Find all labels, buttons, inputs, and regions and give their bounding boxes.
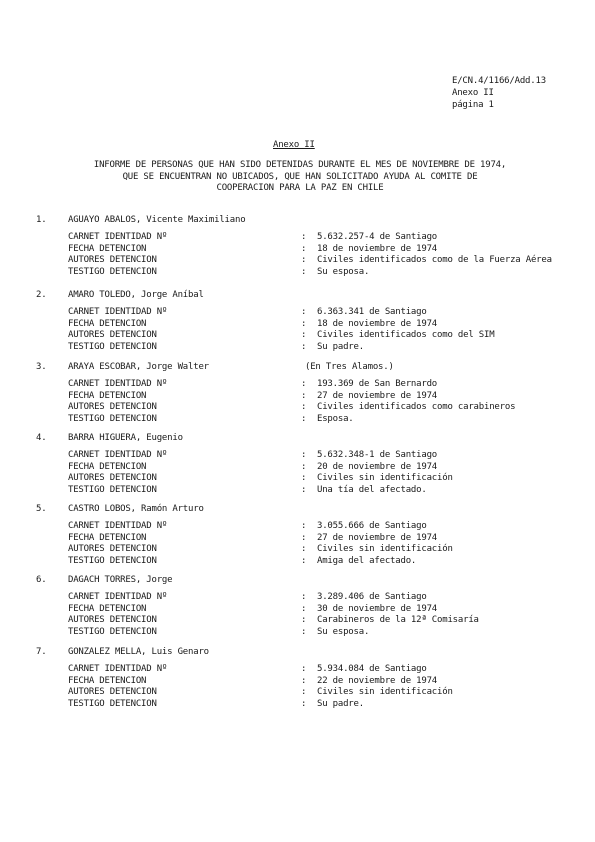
carnet-row [36,521,576,533]
carnet-row [36,664,576,676]
carnet-value: 6.363.341 de Santiago [317,307,427,317]
testigo-label: TESTIGO DETENCION [68,698,157,709]
autores-label: AUTORES DETENCION [68,473,157,483]
detainee-header [36,503,576,515]
carnet-row [36,232,576,244]
detainee-header [36,432,576,444]
autores-row [36,473,576,485]
testigo-value: Una tía del afectado. [317,484,427,495]
carnet-value: 5.632.348-1 de Santiago [317,450,438,460]
colon-separator: : [301,521,307,531]
autores-label: AUTORES DETENCION [68,402,157,412]
testigo-label: TESTIGO DETENCION [68,626,157,637]
fecha-label: FECHA DETENCION [68,390,147,401]
fecha-label: FECHA DETENCION [68,318,147,329]
detainee-name: DAGACH TORRES, Jorge [68,575,173,585]
fecha-row [36,604,576,616]
detainee-name: CASTRO LOBOS, Ramón Arturo [68,504,204,514]
detainee-entry [36,214,576,278]
colon-separator: : [301,555,307,566]
carnet-value: 5.934.084 de Santiago [317,664,427,674]
colon-separator: : [301,266,307,277]
testigo-value: Su padre. [317,341,364,352]
carnet-value: 3.055.666 de Santiago [317,521,427,531]
carnet-row [36,450,576,462]
carnet-label: CARNET IDENTIDAD Nº [68,307,168,317]
detainee-header [36,361,576,373]
colon-separator: : [301,390,307,401]
autores-row [36,255,576,267]
fecha-label: FECHA DETENCION [68,243,147,254]
carnet-value: 193.369 de San Bernardo [317,379,438,389]
autores-row [36,330,576,342]
colon-separator: : [301,532,307,543]
carnet-value: 5.632.257-4 de Santiago [317,232,438,242]
testigo-row [36,342,576,354]
testigo-row [36,627,576,639]
fecha-row [36,676,576,688]
report-heading-line: QUE SE ENCUENTRAN NO UBICADOS, QUE HAN SOLICITADO AYUDA AL COMITE DE [122,171,478,182]
colon-separator: : [301,318,307,329]
autores-value: Civiles identificados como de la Fuerza Aérea [317,255,552,265]
autores-label: AUTORES DETENCION [68,615,157,625]
colon-separator: : [301,232,307,242]
carnet-label: CARNET IDENTIDAD Nº [68,592,168,602]
fecha-label: FECHA DETENCION [68,532,147,543]
detainee-name: AGUAYO ABALOS, Vicente Maximiliano [68,215,246,225]
carnet-row [36,379,576,391]
report-heading [40,160,560,195]
detainee-entry [36,646,576,710]
fecha-value: 18 de noviembre de 1974 [317,243,438,254]
autores-value: Civiles identificados como carabineros [317,402,516,412]
detainee-entry [36,503,576,567]
fecha-value: 22 de noviembre de 1974 [317,675,438,686]
autores-label: AUTORES DETENCION [68,255,157,265]
colon-separator: : [301,626,307,637]
fecha-row [36,244,576,256]
colon-separator: : [301,450,307,460]
detainee-number: 6. [36,575,47,585]
testigo-label: TESTIGO DETENCION [68,555,157,566]
colon-separator: : [301,603,307,614]
detainee-name: AMARO TOLEDO, Jorge Aníbal [68,290,204,300]
detainee-header [36,574,576,586]
autores-value: Civiles sin identificación [317,544,453,554]
autores-value: Civiles sin identificación [317,473,453,483]
fecha-label: FECHA DETENCION [68,461,147,472]
detainee-entry [36,432,576,496]
annex-title: Anexo II [273,140,315,150]
detainee-number: 7. [36,647,47,657]
page-number: página 1 [452,100,494,110]
colon-separator: : [301,413,307,424]
fecha-value: 20 de noviembre de 1974 [317,461,438,472]
fecha-value: 30 de noviembre de 1974 [317,603,438,614]
detainee-note: (En Tres Alamos.) [305,362,394,372]
fecha-value: 18 de noviembre de 1974 [317,318,438,329]
testigo-row [36,267,576,279]
colon-separator: : [301,330,307,340]
document-reference [452,75,546,111]
report-heading-line: COOPERACION PARA LA PAZ EN CHILE [216,183,384,193]
detainee-entry [36,289,576,353]
colon-separator: : [301,544,307,554]
detainee-name: BARRA HIGUERA, Eugenio [68,433,183,443]
document-symbol: E/CN.4/1166/Add.13 [452,76,546,86]
fecha-label: FECHA DETENCION [68,675,147,686]
testigo-row [36,556,576,568]
testigo-value: Esposa. [317,413,354,424]
detainee-entry [36,574,576,638]
colon-separator: : [301,484,307,495]
fecha-row [36,319,576,331]
testigo-value: Amiga del afectado. [317,555,417,566]
fecha-label: FECHA DETENCION [68,603,147,614]
fecha-value: 27 de noviembre de 1974 [317,532,438,543]
autores-label: AUTORES DETENCION [68,687,157,697]
colon-separator: : [301,687,307,697]
fecha-row [36,462,576,474]
detainee-number: 2. [36,290,47,300]
testigo-row [36,485,576,497]
carnet-row [36,307,576,319]
testigo-value: Su esposa. [317,626,370,637]
carnet-label: CARNET IDENTIDAD Nº [68,664,168,674]
carnet-label: CARNET IDENTIDAD Nº [68,521,168,531]
carnet-value: 3.289.406 de Santiago [317,592,427,602]
testigo-value: Su esposa. [317,266,370,277]
carnet-label: CARNET IDENTIDAD Nº [68,379,168,389]
detainee-number: 1. [36,215,47,225]
testigo-row [36,414,576,426]
detainee-entry [36,361,576,425]
detainee-header [36,289,576,301]
report-heading-line: INFORME DE PERSONAS QUE HAN SIDO DETENIDAS DURANTE EL MES DE NOVIEMBRE DE 1974, [93,160,507,170]
detainee-header [36,646,576,658]
testigo-label: TESTIGO DETENCION [68,341,157,352]
autores-label: AUTORES DETENCION [68,330,157,340]
colon-separator: : [301,402,307,412]
detainee-number: 3. [36,362,47,372]
detainee-name: ARAYA ESCOBAR, Jorge Walter [68,362,209,372]
testigo-label: TESTIGO DETENCION [68,266,157,277]
autores-row [36,687,576,699]
colon-separator: : [301,255,307,265]
colon-separator: : [301,307,307,317]
colon-separator: : [301,461,307,472]
autores-row [36,544,576,556]
autores-label: AUTORES DETENCION [68,544,157,554]
testigo-row [36,699,576,711]
testigo-label: TESTIGO DETENCION [68,484,157,495]
carnet-label: CARNET IDENTIDAD Nº [68,450,168,460]
detainee-name: GONZALEZ MELLA, Luis Genaro [68,647,209,657]
colon-separator: : [301,379,307,389]
autores-value: Civiles identificados como del SIM [317,330,495,340]
annex-reference: Anexo II [452,88,494,98]
carnet-row [36,592,576,604]
fecha-row [36,391,576,403]
colon-separator: : [301,698,307,709]
autores-value: Carabineros de la 12ª Comisaría [317,615,479,625]
fecha-row [36,533,576,545]
colon-separator: : [301,341,307,352]
colon-separator: : [301,675,307,686]
testigo-value: Su padre. [317,698,364,709]
colon-separator: : [301,615,307,625]
testigo-label: TESTIGO DETENCION [68,413,157,424]
autores-row [36,402,576,414]
fecha-value: 27 de noviembre de 1974 [317,390,438,401]
detainee-number: 5. [36,504,47,514]
colon-separator: : [301,664,307,674]
colon-separator: : [301,592,307,602]
colon-separator: : [301,243,307,254]
detainee-number: 4. [36,433,47,443]
carnet-label: CARNET IDENTIDAD Nº [68,232,168,242]
autores-value: Civiles sin identificación [317,687,453,697]
autores-row [36,615,576,627]
detainee-header [36,214,576,226]
colon-separator: : [301,473,307,483]
